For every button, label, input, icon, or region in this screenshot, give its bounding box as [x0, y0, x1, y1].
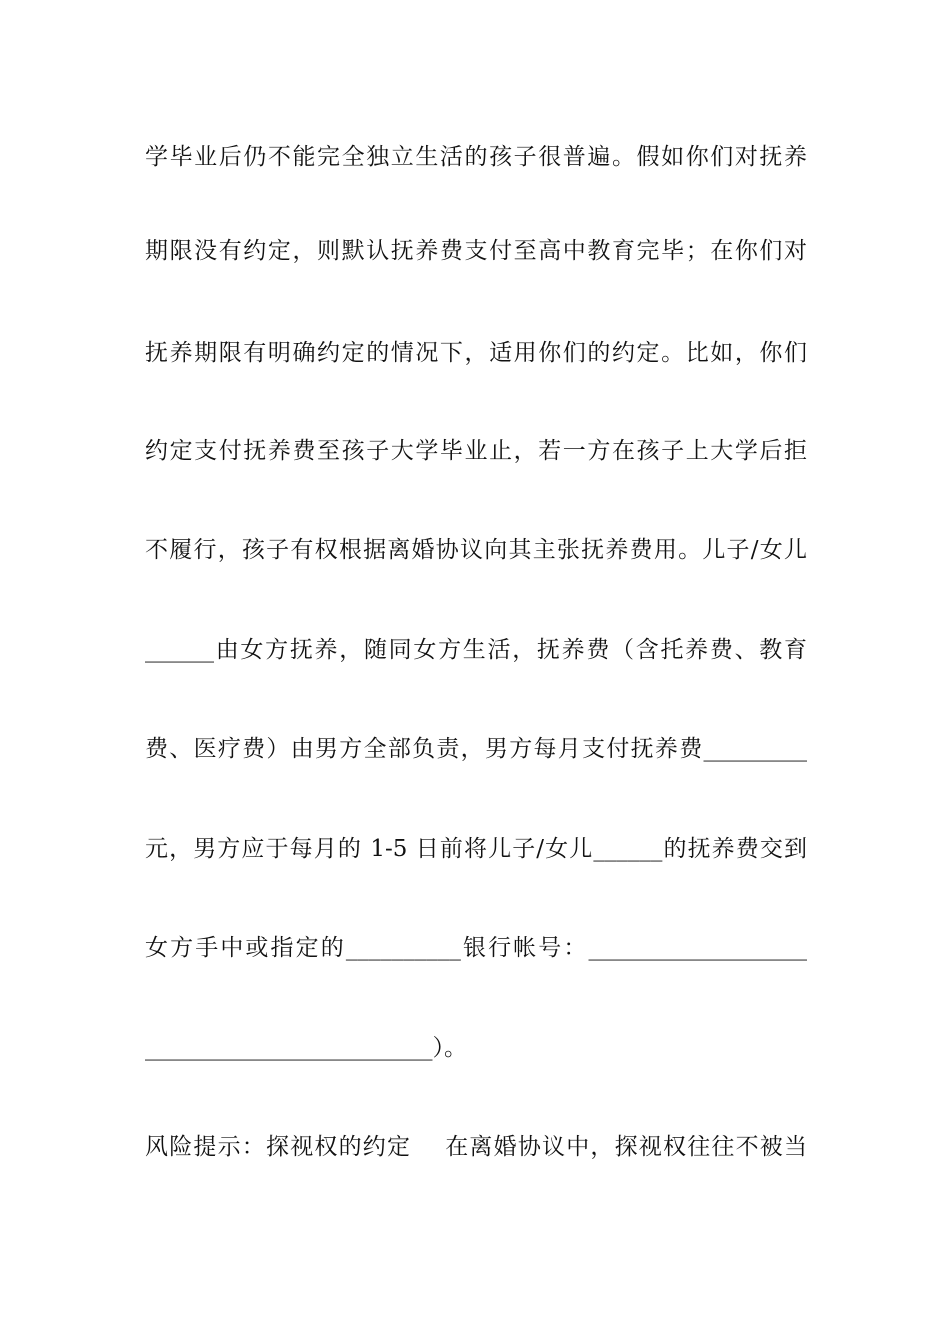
- text-line-6: ______由女方抚养，随同女方生活，抚养费（含托养费、教育: [145, 637, 807, 663]
- text-line-11: 风险提示：探视权的约定 在离婚协议中，探视权往往不被当: [145, 1134, 807, 1160]
- text-line-9: 女方手中或指定的__________银行帐号：___________________: [145, 935, 807, 961]
- text-line-3: 抚养期限有明确约定的情况下，适用你们的约定。比如，你们: [145, 340, 807, 366]
- text-line-1: 学毕业后仍不能完全独立生活的孩子很普遍。假如你们对抚养: [145, 144, 807, 170]
- text-line-10: _________________________）。: [145, 1035, 467, 1061]
- text-line-5: 不履行，孩子有权根据离婚协议向其主张抚养费用。儿子/女儿: [145, 537, 807, 563]
- text-line-2: 期限没有约定，则默认抚养费支付至高中教育完毕；在你们对: [145, 238, 807, 264]
- text-line-7: 费、医疗费）由男方全部负责，男方每月支付抚养费_________: [145, 736, 807, 762]
- text-line-8: 元，男方应于每月的 1-5 日前将儿子/女儿______的抚养费交到: [145, 836, 807, 862]
- text-line-4: 约定支付抚养费至孩子大学毕业止，若一方在孩子上大学后拒: [145, 438, 807, 464]
